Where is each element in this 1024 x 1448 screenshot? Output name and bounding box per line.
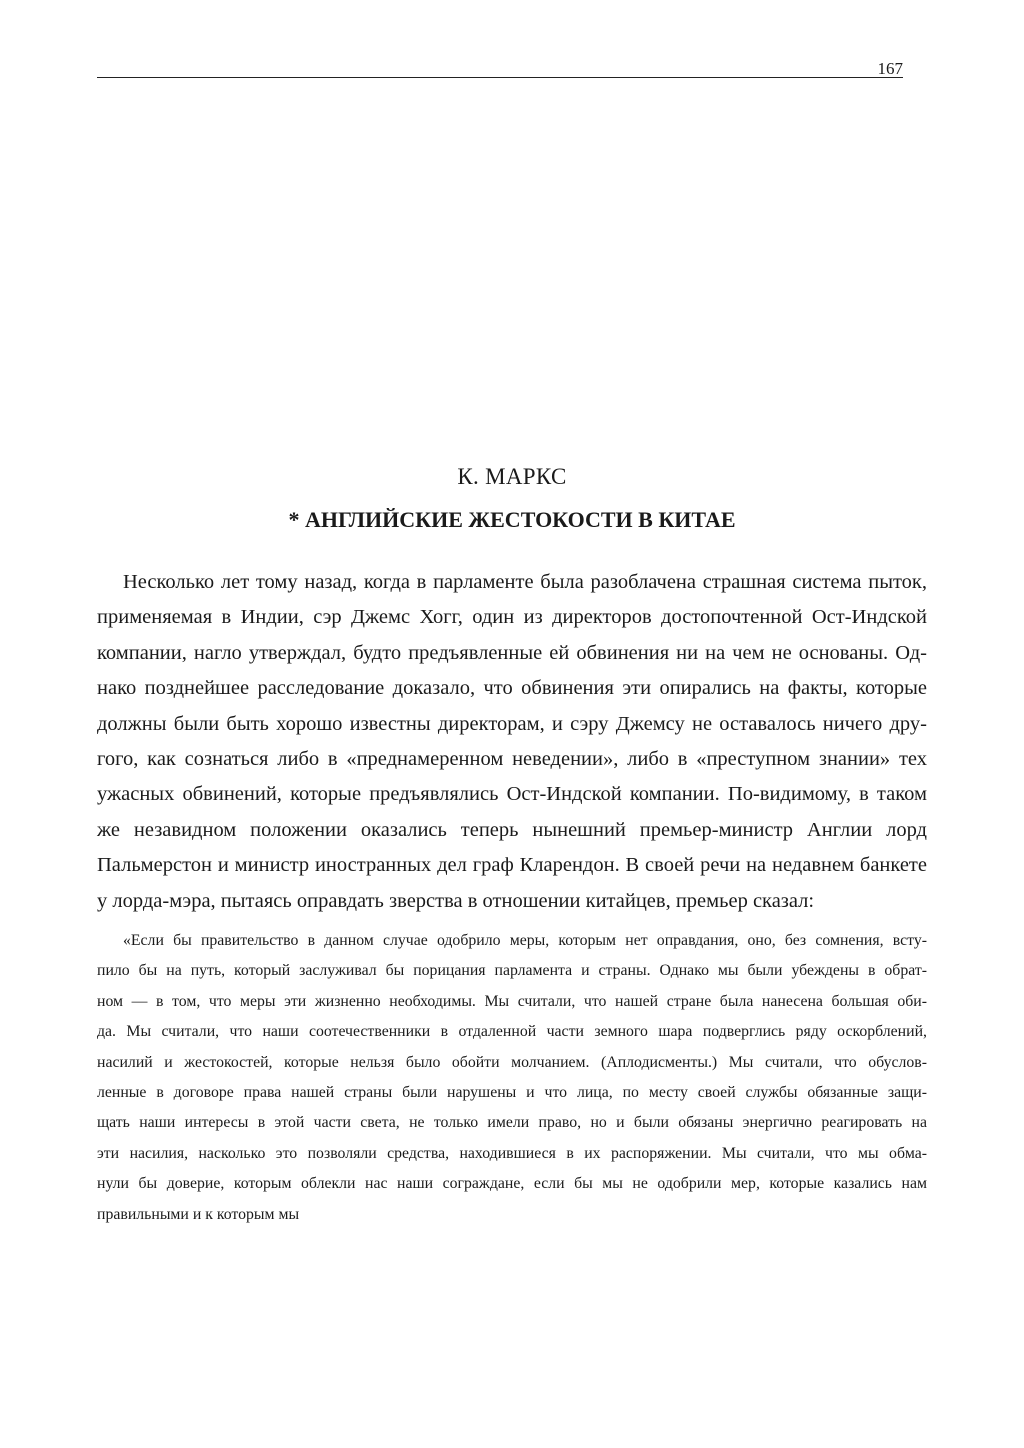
quote-line: насилий и жестокостей, которые нельзя было обойти молчанием. (Аплодисменты.) Мы считали, что обуслов- xyxy=(97,1053,927,1071)
body-paragraph xyxy=(97,565,927,919)
quote-line: ленные в договоре права нашей страны были нарушены и что лица, по месту своей службы обязанные защи- xyxy=(97,1083,927,1101)
quote-line: пило бы на путь, который заслуживал бы порицания парламента и страны. Однако мы были убеждены в обрат- xyxy=(97,962,927,980)
quotation-block xyxy=(97,926,927,1230)
quote-line: «Если бы правительство в данном случае одобрило меры, которым нет оправдания, оно, без сомнения, всту- xyxy=(123,932,927,949)
body-line: ужасных обвинений, которые предъявлялись Ост-Индской компании. По-видимому, в таком xyxy=(97,783,927,806)
quote-line: правильными и к которым мы xyxy=(97,1205,300,1223)
body-line: Пальмерстон и министр иностранных дел граф Кларендон. В своей речи на недавнем банкете xyxy=(97,854,927,877)
quote-line: нули бы доверие, которым облекли нас наши сограждане, если бы мы не одобрили мер, которые казались нам xyxy=(97,1175,927,1193)
body-line: же незавидном положении оказались теперь нынешний премьер-министр Англии лорд xyxy=(97,818,927,841)
body-line: нако позднейшее расследование доказало, что обвинения эти опирались на факты, которые xyxy=(97,677,927,700)
body-line: гого, как сознаться либо в «преднамеренном неведении», либо в «преступном знании» тех xyxy=(97,747,927,770)
quote-line: да. Мы считали, что наши соотечественники в отдаленной части земного шара подверглись ряду оскорблений, xyxy=(97,1023,927,1041)
body-line: должны были быть хорошо известны директорам, и сэру Джемсу не оставалось ничего дру- xyxy=(97,712,927,735)
page-number: 167 xyxy=(877,59,903,78)
body-line: компании, нагло утверждал, будто предъявленные ей обвинения ни на чем не основаны. Од- xyxy=(97,641,927,664)
author-name: К. МАРКС xyxy=(457,464,567,489)
article-title: * АНГЛИЙСКИЕ ЖЕСТОКОСТИ В КИТАЕ xyxy=(288,507,736,532)
quote-line: щать наши интересы в этой части света, не только имели право, но и были обязаны энергично реагировать на xyxy=(97,1114,927,1132)
quote-line: эти насилия, насколько это позволяли средства, находившиеся в их распоряжении. Мы считали, что мы обма- xyxy=(97,1144,927,1162)
body-line: у лорда-мэра, пытаясь оправдать зверства в отношении китайцев, премьер сказал: xyxy=(97,889,815,912)
header-rule xyxy=(97,77,903,78)
body-line: Несколько лет тому назад, когда в парламенте была разоблачена страшная система пыток, xyxy=(123,571,927,593)
body-line: применяемая в Индии, сэр Джемс Хогг, один из директоров достопочтенной Ост-Индской xyxy=(97,606,927,629)
quote-line: ном — в том, что меры эти жизненно необходимы. Мы считали, что нашей стране была нанесена большая оби- xyxy=(97,992,927,1010)
